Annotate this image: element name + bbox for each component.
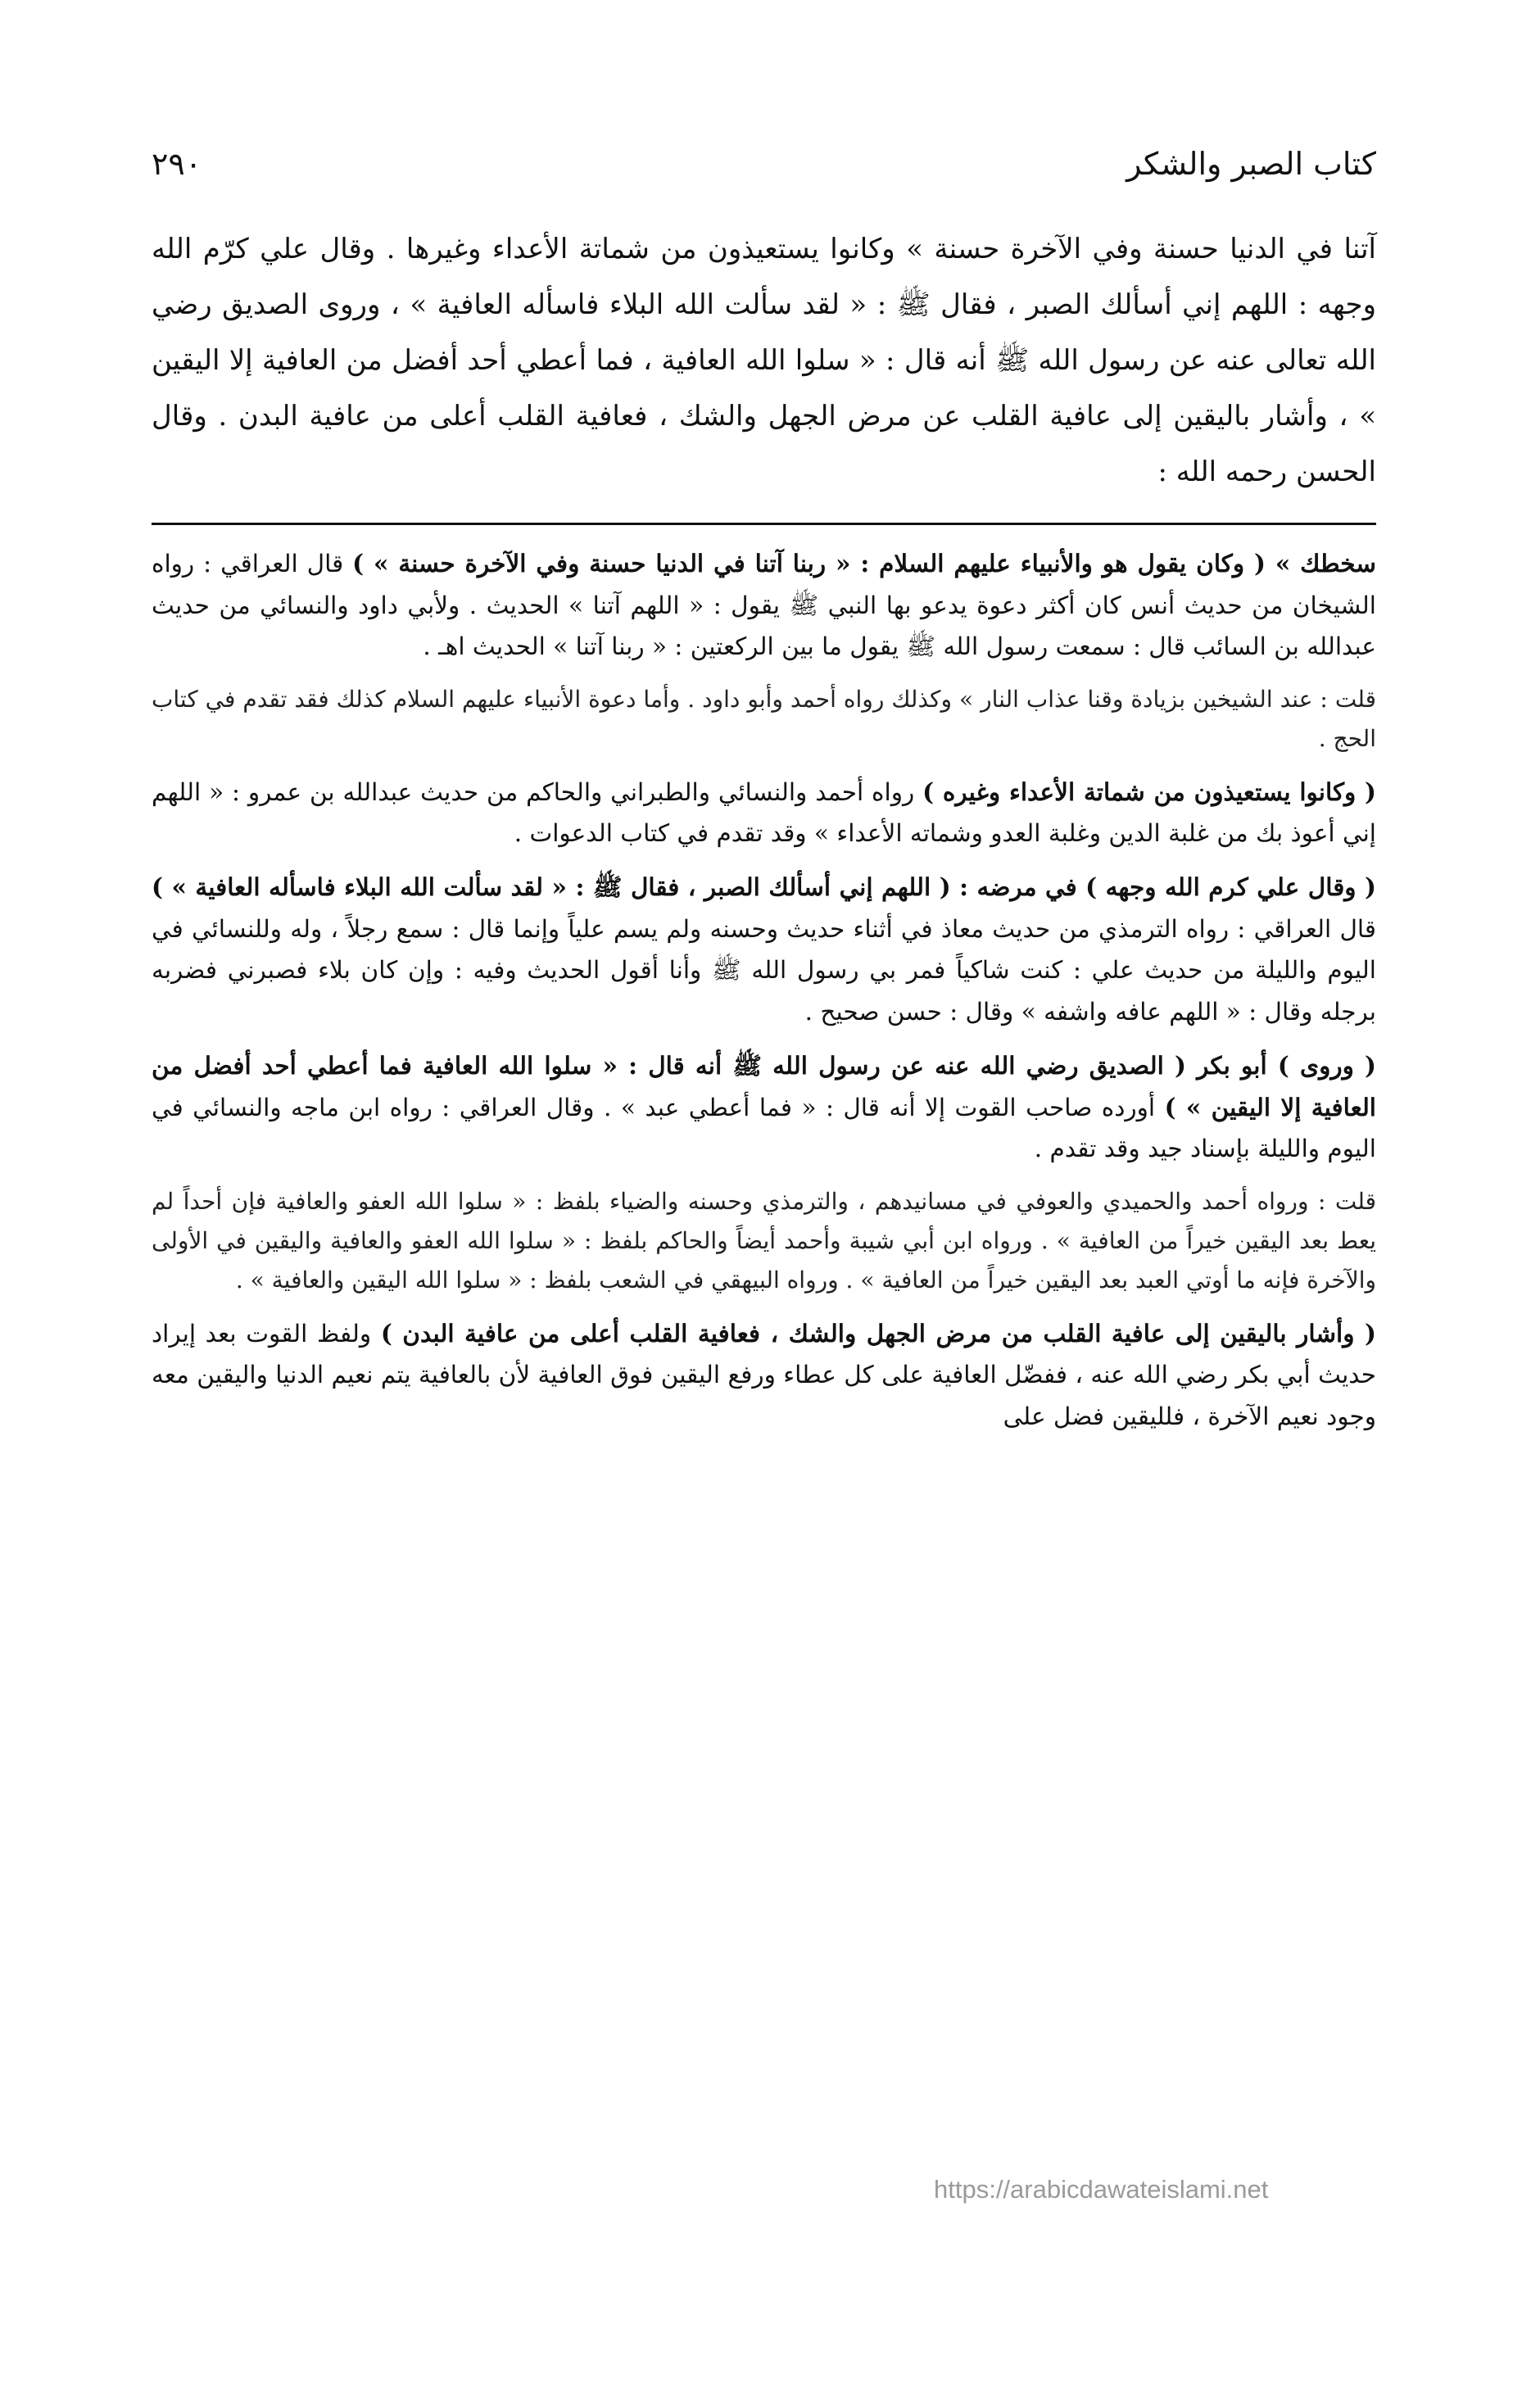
commentary-text: ولفظ القوت بعد إيراد حديث أبي بكر رضي الله عنه ، ففضّل العافية على كل عطاء ورفع اليقين فوق العافية لأن بالعافية يتم نعيم الدنيا واليقين معه وجود نعيم الآخرة ، فلليقين فضل على [152, 1319, 1376, 1431]
commentary [152, 543, 1376, 1438]
quoted-text: سخطك » ( وكان يقول هو والأنبياء عليهم السلام : « ربنا آتنا في الدنيا حسنة وفي الآخرة حسنة » ) [352, 549, 1376, 578]
page-number: ٢٩٠ [152, 146, 202, 182]
commentary-paragraph [152, 867, 1376, 1033]
quoted-text: ( وأشار باليقين إلى عافية القلب من مرض الجهل والشك ، فعافية القلب أعلى من عافية البدن ) [380, 1318, 1376, 1348]
commentary-text: رواه أحمد والنسائي والطبراني والحاكم من حديث عبدالله بن عمرو : « اللهم إني أعوذ بك من غلبة الدين وغلبة العدو وشماته الأعداء » وقد تقدم في كتاب الدعوات . [152, 777, 1376, 848]
commentary-paragraph [152, 543, 1376, 668]
commentary-paragraph [152, 1045, 1376, 1170]
commentary-note: قلت : ورواه أحمد والحميدي والعوفي في مسانيدهم ، والترمذي وحسنه والضياء بلفظ : « سلوا الله العفو والعافية فإن أحداً لم يعط بعد اليقين خيراً من العافية » . ورواه ابن أبي شيبة وأحمد أيضاً والحاكم بلفظ : « سلوا الله العفو والعافية واليقين في الأولى والآخرة فإنه ما أوتي العبد بعد اليقين خيراً من العافية » . ورواه البيهقي في الشعب بلفظ : « سلوا الله اليقين والعافية » . [152, 1188, 1376, 1294]
footnote-divider [152, 523, 1376, 525]
commentary-text: قال العراقي : رواه الشيخان من حديث أنس كان أكثر دعوة يدعو بها النبي ﷺ يقول : « اللهم آتنا » الحديث . ولأبي داود والنسائي من حديث عبدالله بن السائب قال : سمعت رسول الله ﷺ يقول ما بين الركعتين : « ربنا آتنا » الحديث اهـ . [152, 550, 1376, 661]
book-title: كتاب الصبر والشكر [1126, 146, 1376, 182]
commentary-paragraph [152, 1313, 1376, 1438]
commentary-note: قلت : عند الشيخين بزيادة وقنا عذاب النار » وكذلك رواه أحمد وأبو داود . وأما دعوة الأنبياء عليهم السلام كذلك فقد تقدم في كتاب الحج . [152, 686, 1376, 753]
book-page [152, 123, 1376, 2335]
quoted-text: ( وروى ) أبو بكر ( الصديق رضي الله عنه عن رسول الله ﷺ أنه قال : « سلوا الله العافية فما أعطي أحد أفضل من العافية إلا اليقين » ) [152, 1050, 1376, 1121]
commentary-text: أورده صاحب القوت إلا أنه قال : « فما أعطي عبد » . وقال العراقي : رواه ابن ماجه والنسائي في اليوم والليلة بإسناد جيد وقد تقدم . [152, 1093, 1376, 1163]
commentary-text: قال العراقي : رواه الترمذي من حديث معاذ في أثناء حديث وحسنه ولم يسم علياً وإنما قال : سمع رجلاً ، وله وللنسائي في اليوم والليلة من حديث علي : كنت شاكياً فمر بي رسول الله ﷺ وأنا أقول الحديث وفيه : وإن كان بلاء فصبرني فضربه برجله وقال : « اللهم عافه واشفه » وقال : حسن صحيح . [152, 914, 1376, 1026]
running-head [152, 123, 1376, 188]
main-text [152, 221, 1376, 500]
commentary-paragraph [152, 772, 1376, 854]
main-paragraph: آتنا في الدنيا حسنة وفي الآخرة حسنة » وكانوا يستعيذون من شماتة الأعداء وغيرها . وقال علي كرّم الله وجهه : اللهم إني أسألك الصبر ، فقال ﷺ : « لقد سألت الله البلاء فاسأله العافية » ، وروى الصديق رضي الله تعالى عنه عن رسول الله ﷺ أنه قال : « سلوا الله العافية ، فما أعطي أحد أفضل من العافية إلا اليقين » ، وأشار باليقين إلى عافية القلب عن مرض الجهل والشك ، فعافية القلب أعلى من عافية البدن . وقال الحسن رحمه الله : [152, 233, 1376, 488]
quoted-text: ( وكانوا يستعيذون من شماتة الأعداء وغيره ) [922, 777, 1376, 806]
watermark-url: https://arabicdawateislami.net [934, 2175, 1269, 2204]
quoted-text: ( وقال علي كرم الله وجهه ) في مرضه : ( اللهم إني أسألك الصبر ، فقال ﷺ : « لقد سألت الله البلاء فاسأله العافية » ) [152, 872, 1376, 901]
